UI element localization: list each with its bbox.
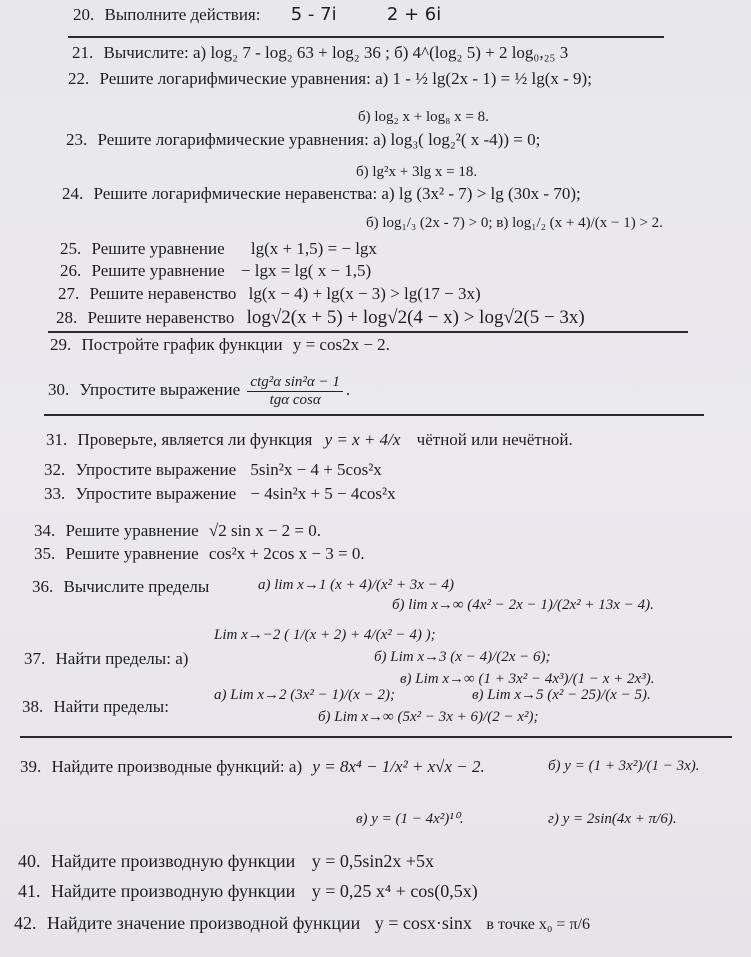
task-41 xyxy=(18,882,478,900)
task-25 xyxy=(60,240,377,257)
task-text: Упростите выражение xyxy=(75,484,237,503)
task-number: 20. xyxy=(73,5,95,24)
task-number: 28. xyxy=(56,308,78,327)
task-expression: y = cosx·sinx xyxy=(374,913,472,933)
task-24-part-b: б) log₁/₃ (2x - 7) > 0; в) log₁/₂ (x + 4)/(x − 1) > 2. xyxy=(366,215,663,231)
task-expression: lg(x + 1,5) = − lgx xyxy=(250,239,377,258)
task-36-part-b: б) lim x→∞ (4x² − 2x − 1)/(2x² + 13x − 4). xyxy=(392,597,654,613)
task-number: 38. xyxy=(22,697,44,716)
task-expression: y = cos2x − 2. xyxy=(292,335,390,354)
task-number: 25. xyxy=(60,239,82,258)
task-28 xyxy=(56,308,585,327)
task-expression: − 4sin²x + 5 − 4cos²x xyxy=(250,484,396,503)
task-text: Решите уравнение xyxy=(65,544,199,563)
task-text: Решите уравнение xyxy=(91,239,225,258)
task-33 xyxy=(44,485,396,502)
task-number: 41. xyxy=(18,881,41,901)
task-number: 21. xyxy=(72,43,94,62)
task-number: 26. xyxy=(60,261,82,280)
task-35 xyxy=(34,545,365,562)
task-38-part-b: б) Lim x→∞ (5x² − 3x + 6)/(2 − x²); xyxy=(318,709,539,725)
task-expression: y = 0,5sin2x +5x xyxy=(311,851,435,871)
task-31 xyxy=(46,431,573,448)
task-number: 31. xyxy=(46,430,68,449)
task-text: Решите неравенство xyxy=(89,284,237,303)
task-text: Найти пределы: а) xyxy=(55,649,189,668)
task-number: 36. xyxy=(32,577,54,596)
task-number: 40. xyxy=(18,851,41,871)
task-text: Проверьте, является ли функция xyxy=(77,430,313,449)
task-36 xyxy=(32,578,209,595)
task-30: 30. Упростите выражение $\frac{\text{ctg²α sin²α − 1}}{\text{tgα cosα}}$ . xyxy=(48,374,351,408)
task-26 xyxy=(60,262,371,279)
task-expression: y = 0,25 x⁴ + cos(0,5x) xyxy=(311,881,478,901)
task-number: 33. xyxy=(44,484,66,503)
task-39-part-b: б) y = (1 + 3x²)/(1 − 3x). xyxy=(548,758,700,774)
task-text: Решите логарифмические уравнения: а) 1 - ½ lg(2x - 1) = ½ lg(x - 9); xyxy=(99,69,592,88)
task-38-part-c: в) Lim x→5 (x² − 25)/(x − 5). xyxy=(472,687,651,703)
task-number: 42. xyxy=(14,913,37,933)
task-text: Найдите значение производной функции xyxy=(47,913,361,933)
task-text: Решите уравнение xyxy=(65,521,199,540)
handwritten-expression-2: 2 + 6i xyxy=(386,4,442,25)
divider xyxy=(68,36,664,38)
task-expression: 5sin²x − 4 + 5cos²x xyxy=(250,460,382,479)
divider xyxy=(48,331,688,333)
task-39 xyxy=(20,758,485,775)
task-text: Найти пределы: xyxy=(53,697,169,716)
task-number: 39. xyxy=(20,757,42,776)
task-23-part-b: б) lg²x + 3lg x = 18. xyxy=(356,164,478,180)
task-42 xyxy=(14,914,590,933)
task-29 xyxy=(50,336,390,353)
task-22 xyxy=(68,70,592,87)
task-32 xyxy=(44,461,382,478)
fraction xyxy=(247,374,342,408)
divider xyxy=(20,736,732,738)
task-text: Постройте график функции xyxy=(81,335,283,354)
task-21 xyxy=(72,44,568,61)
task-27 xyxy=(58,285,481,302)
task-number: 27. xyxy=(58,284,80,303)
task-expression: cos²x + 2cos x − 3 = 0. xyxy=(208,544,365,563)
task-37-part-b: б) Lim x→3 (x − 4)/(2x − 6); xyxy=(374,649,551,665)
handwritten-expression-1: 5 - 7i xyxy=(290,4,337,25)
task-37-part-c: в) Lim x→∞ (1 + 3x² − 4x³)/(1 − x + 2x³). xyxy=(400,671,655,687)
task-36-part-a: а) lim x→1 (x + 4)/(x² + 3x − 4) xyxy=(258,577,455,593)
task-24 xyxy=(62,185,581,202)
task-text: Решите логарифмические неравенства: а) lg (3x² - 7) > lg (30x - 70); xyxy=(93,184,581,203)
task-22-part-b: б) log₂ x + log₈ x = 8. xyxy=(358,109,489,125)
task-number: 23. xyxy=(66,130,88,149)
task-37-part-a: Lim x→−2 ( 1/(x + 2) + 4/(x² − 4) ); xyxy=(214,627,436,643)
task-text: Решите неравенство xyxy=(87,308,235,327)
task-number: 35. xyxy=(34,544,56,563)
task-34 xyxy=(34,522,321,539)
task-text-tail: чётной или нечётной. xyxy=(416,430,573,449)
task-39-part-d: г) y = 2sin(4x + π/6). xyxy=(548,811,677,827)
task-text: Упростите выражение xyxy=(79,379,241,399)
task-23 xyxy=(66,131,540,148)
task-number: 22. xyxy=(68,69,90,88)
task-expression: − lgx = lg( x − 1,5) xyxy=(240,261,372,280)
task-40 xyxy=(18,852,434,870)
task-number: 29. xyxy=(50,335,72,354)
task-text: Упростите выражение xyxy=(75,460,237,479)
task-39-part-c: в) y = (1 − 4x²)¹⁰. xyxy=(356,811,464,827)
task-text: Решите уравнение xyxy=(91,261,225,280)
task-text: Найдите производные функций: а) xyxy=(51,757,303,776)
task-38-part-a: а) Lim x→2 (3x² − 1)/(x − 2); xyxy=(214,687,395,703)
task-text: Вычислите пределы xyxy=(63,577,210,596)
task-expression: √2 sin x − 2 = 0. xyxy=(208,521,321,540)
task-number: 24. xyxy=(62,184,84,203)
task-text: Вычислите: а) log₂ 7 - log₂ 63 + log₂ 36 ; б) 4^(log₂ 5) + 2 log₀,₂₅ 3 xyxy=(103,43,569,62)
task-text: Решите логарифмические уравнения: а) log₃( log₂²( x -4)) = 0; xyxy=(97,130,541,149)
task-text: Выполните действия: xyxy=(104,5,261,24)
task-expression: y = x + 4/x xyxy=(324,430,401,449)
divider xyxy=(44,414,704,416)
task-text-tail: в точке x₀ = π/6 xyxy=(486,916,590,933)
task-37 xyxy=(24,650,188,667)
task-38 xyxy=(22,698,169,715)
task-expression: log√2(x + 5) + log√2(4 − x) > log√2(5 − 3x) xyxy=(246,307,585,328)
task-number: 34. xyxy=(34,521,56,540)
task-39-part-a: y = 8x⁴ − 1/x² + x√x − 2. xyxy=(312,757,485,776)
task-20 xyxy=(73,6,441,24)
task-number: 37. xyxy=(24,649,46,668)
task-text: Найдите производную функции xyxy=(51,851,296,871)
task-number: 32. xyxy=(44,460,66,479)
task-number: 30. xyxy=(48,379,70,399)
task-expression: lg(x − 4) + lg(x − 3) > lg(17 − 3x) xyxy=(248,284,481,303)
numerator: ctg²α sin²α − 1 xyxy=(247,374,342,392)
denominator: tgα cosα xyxy=(269,391,321,408)
task-text: Найдите производную функции xyxy=(51,881,296,901)
